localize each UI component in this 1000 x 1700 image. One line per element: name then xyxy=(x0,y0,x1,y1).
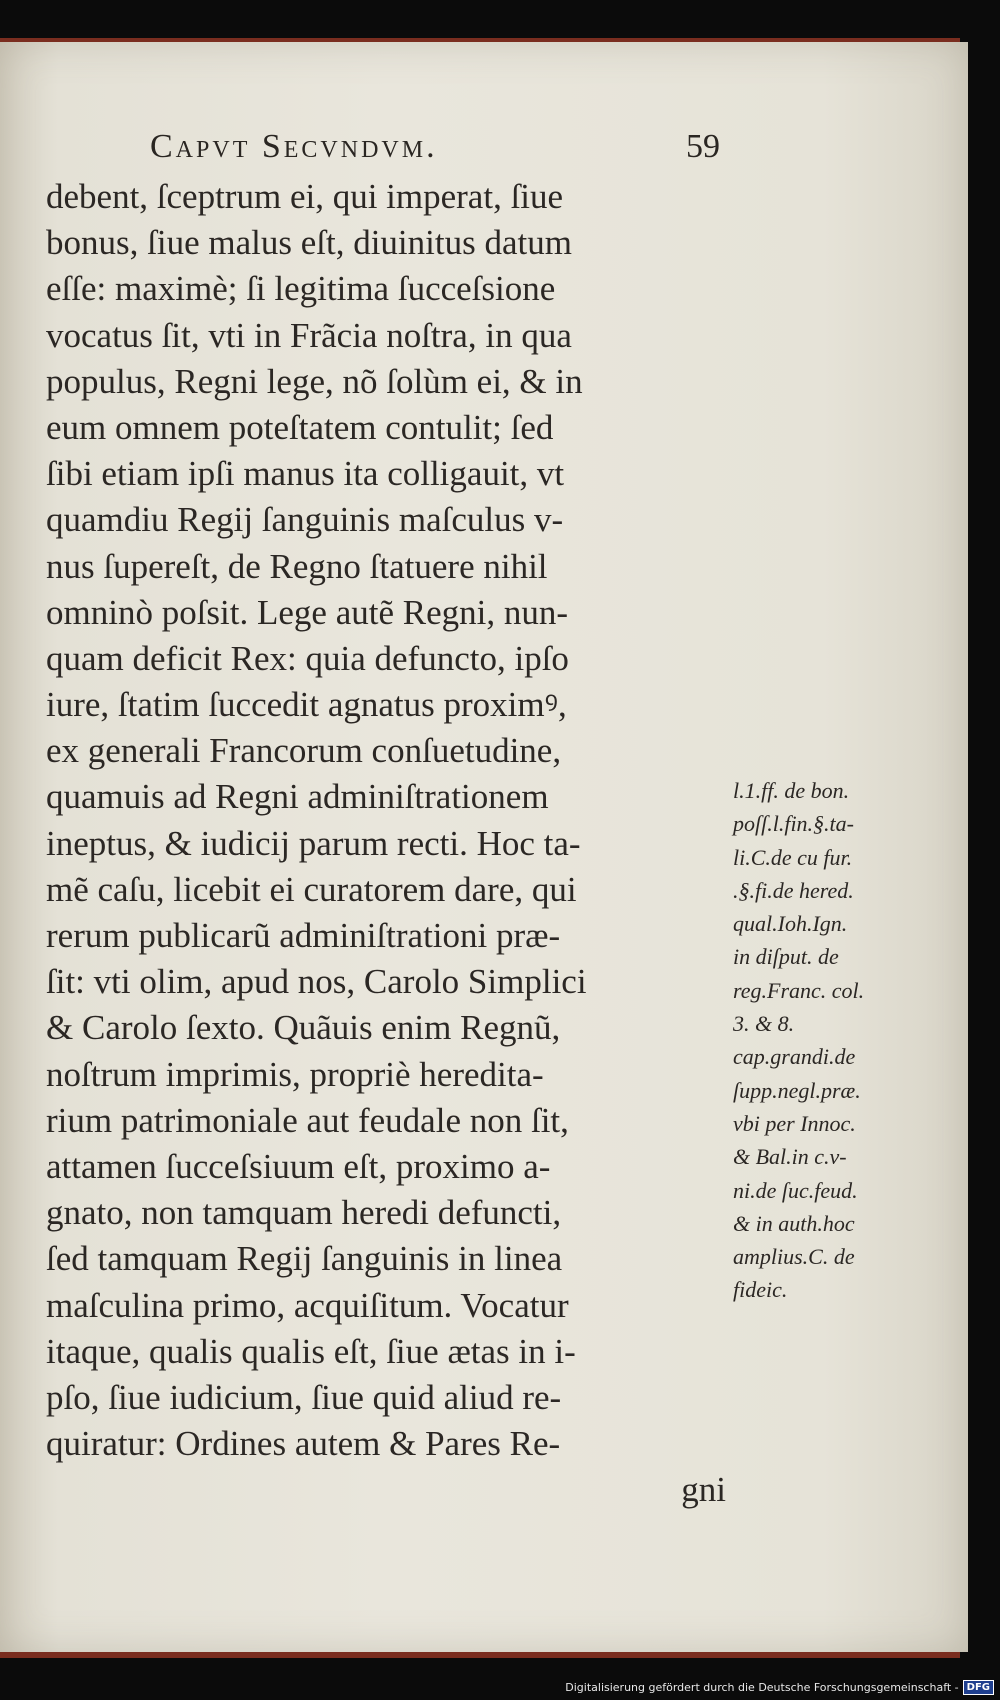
body-line: & Carolo ſexto. Quãuis enim Regnũ, xyxy=(46,1008,561,1048)
margin-note-line: in diſput. de xyxy=(733,944,839,970)
body-line: ſed tamquam Regij ſanguinis in linea xyxy=(46,1239,563,1279)
body-line: ſit: vti olim, apud nos, Carolo Simplici xyxy=(46,962,587,1002)
body-line: ſibi etiam ipſi manus ita colligauit, vt xyxy=(46,454,565,494)
body-line: maſculina primo, acquiſitum. Vocatur xyxy=(46,1285,569,1325)
margin-note-line: qual.Ioh.Ign. xyxy=(733,911,848,937)
body-line: itaque, qualis qualis eſt, ſiue ætas in i- xyxy=(46,1331,576,1371)
body-line: rerum publicarũ adminiſtrationi præ- xyxy=(46,916,561,955)
margin-note-line: ſupp.negl.præ. xyxy=(733,1077,861,1103)
body-text xyxy=(46,174,726,1513)
body-line: mẽ caſu, licebit ei curatorem dare, qui xyxy=(46,869,577,909)
body-line: gnato, non tamquam heredi defuncti, xyxy=(46,1193,562,1233)
dfg-logo: DFG xyxy=(963,1680,994,1695)
margin-note-line: ni.de ſuc.feud. xyxy=(733,1177,858,1203)
margin-note-line: l.1.ff. de bon. xyxy=(733,778,850,803)
margin-note-line: amplius.C. de xyxy=(733,1244,855,1270)
margin-note-line: reg.Franc. col. xyxy=(733,977,865,1003)
body-line: ineptus, & iudicij parum recti. Hoc ta- xyxy=(46,823,581,863)
body-line: debent, ſceptrum ei, qui imperat, ſiue xyxy=(46,177,564,216)
page-number: 59 xyxy=(686,128,720,165)
margin-note-line: cap.grandi.de xyxy=(733,1044,856,1070)
margin-note-line: .§.fi.de hered. xyxy=(733,877,854,903)
body-line: iure, ſtatim ſuccedit agnatus proximꝰ, xyxy=(46,685,567,725)
body-line: bonus, ſiue malus eſt, diuinitus datum xyxy=(46,223,572,263)
digitization-credit xyxy=(565,1676,994,1698)
credit-text: Digitalisierung gefördert durch die Deutsche Forschungsgemeinschaft - xyxy=(565,1680,959,1694)
body-line: ex generali Francorum conſuetudine, xyxy=(46,731,562,771)
margin-note-line: fideic. xyxy=(733,1277,788,1303)
body-line: eum omnem poteſtatem contulit; ſed xyxy=(46,407,554,447)
margin-note-line: 3. & 8. xyxy=(733,1011,795,1037)
margin-note-line: li.C.de cu fur. xyxy=(733,844,853,870)
body-line: attamen ſucceſsiuum eſt, proximo a- xyxy=(46,1146,551,1186)
body-line: omninò poſsit. Lege autẽ Regni, nun- xyxy=(46,592,568,632)
body-line: rium patrimoniale aut feudale non ſit, xyxy=(46,1100,569,1140)
margin-note-line: vbi per Innoc. xyxy=(733,1110,856,1136)
margin-notes xyxy=(733,774,913,1307)
body-line: pſo, ſiue iudicium, ſiue quid aliud re- xyxy=(46,1377,562,1417)
body-line: populus, Regni lege, nõ ſolùm ei, & in xyxy=(46,361,583,401)
body-line: quam deficit Rex: quia defuncto, ipſo xyxy=(46,638,569,678)
body-line: quamuis ad Regni adminiſtrationem xyxy=(46,777,549,817)
catchword: gni xyxy=(681,1470,726,1510)
margin-note-line: & Bal.in c.v- xyxy=(733,1144,847,1170)
body-line: nus ſupereſt, de Regno ſtatuere nihil xyxy=(46,546,548,586)
running-head xyxy=(150,128,720,168)
body-line: quamdiu Regij ſanguinis maſculus v- xyxy=(46,500,564,540)
margin-note-line: & in auth.hoc xyxy=(733,1210,855,1236)
margin-note-line: poſſ.l.fin.§.ta- xyxy=(733,811,854,837)
body-line: quiratur: Ordines autem & Pares Re- xyxy=(46,1424,561,1464)
running-head-title: Capvt Secvndvm. xyxy=(150,128,438,165)
body-line: eſſe: maximè; ſi legitima ſucceſsione xyxy=(46,269,556,309)
body-line: noſtrum imprimis, propriè heredita- xyxy=(46,1054,544,1094)
book-page xyxy=(0,42,968,1652)
body-line: vocatus ſit, vti in Frãcia noſtra, in qua xyxy=(46,315,572,355)
